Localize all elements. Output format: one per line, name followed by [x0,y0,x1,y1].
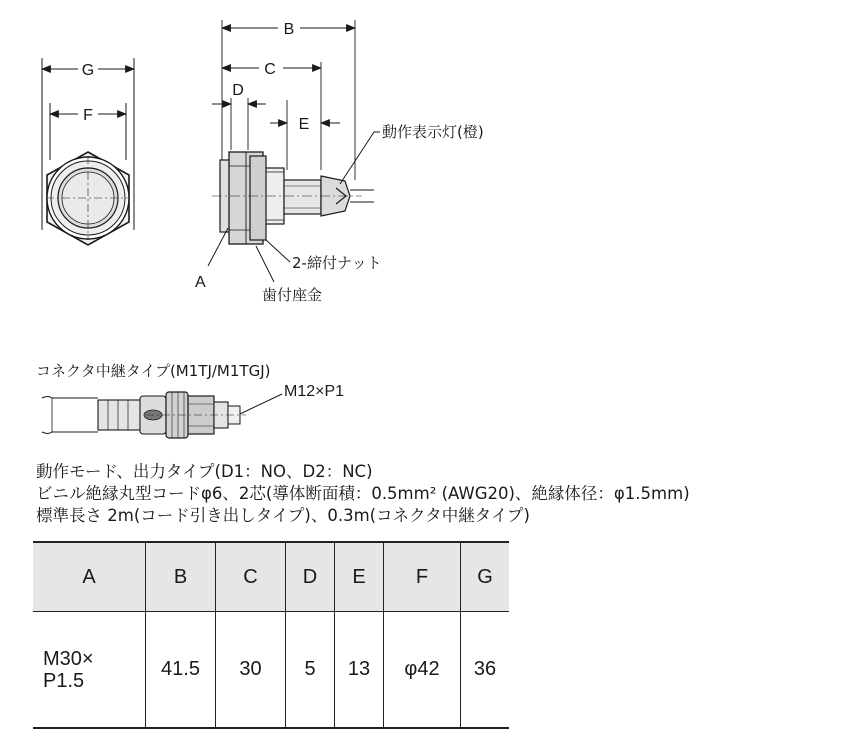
side-view [212,20,374,244]
dimension-e [270,116,340,133]
cell-d: 5 [286,612,335,729]
cell-a [33,612,146,729]
front-view [42,58,134,245]
header-f: F [384,542,461,612]
header-b: B [146,542,216,612]
dimension-c [222,61,321,78]
cell-e: 13 [335,612,384,729]
dim-label-e: E [298,116,310,133]
dimension-d [212,82,266,104]
dimension-b [222,21,355,38]
header-a: A [33,542,146,612]
dim-label-c: C [264,61,276,78]
table-header-row [33,542,509,612]
cell-b: 41.5 [146,612,216,729]
cell-g: 36 [461,612,510,729]
washer-callout: 歯付座金 [262,286,323,304]
header-c: C [216,542,286,612]
header-g: G [461,542,510,612]
dim-label-f: G [81,62,95,79]
indicator-callout: 動作表示灯(橙) [382,123,484,141]
connector-thread-label: M12×P1 [284,383,345,400]
header-d: D [286,542,335,612]
dimensions-table [33,541,509,729]
note-line: 標準長さ 2m(コード引き出しタイプ)、0.3m(コネクタ中継タイプ) [36,506,530,525]
table-row [33,612,509,729]
note-line: 動作モード、出力タイプ(D1：NO、D2：NC) [36,462,373,481]
header-e: E [335,542,384,612]
cell-c: 30 [216,612,286,729]
cell-a-line1: M30× [43,647,94,670]
nut-callout: 2-締付ナット [292,254,382,272]
dimension-f [42,62,134,79]
dimension-g [50,107,126,124]
notes [36,461,836,527]
dim-label-d: D [232,82,244,99]
cell-a-line2: P1.5 [43,669,85,692]
connector-title: コネクタ中継タイプ(M1TJ/M1TGJ) [36,362,271,380]
note-line: ビニル絶縁丸型コードφ6、2芯(導体断面積：0.5mm² (AWG20)、絶縁体径：φ1.5mm) [36,484,690,503]
a-callout: A [195,274,206,291]
cell-f: φ42 [384,612,461,729]
connector-drawing [42,392,282,438]
dim-label-b: B [283,21,295,38]
dim-label-g: F [83,107,93,124]
